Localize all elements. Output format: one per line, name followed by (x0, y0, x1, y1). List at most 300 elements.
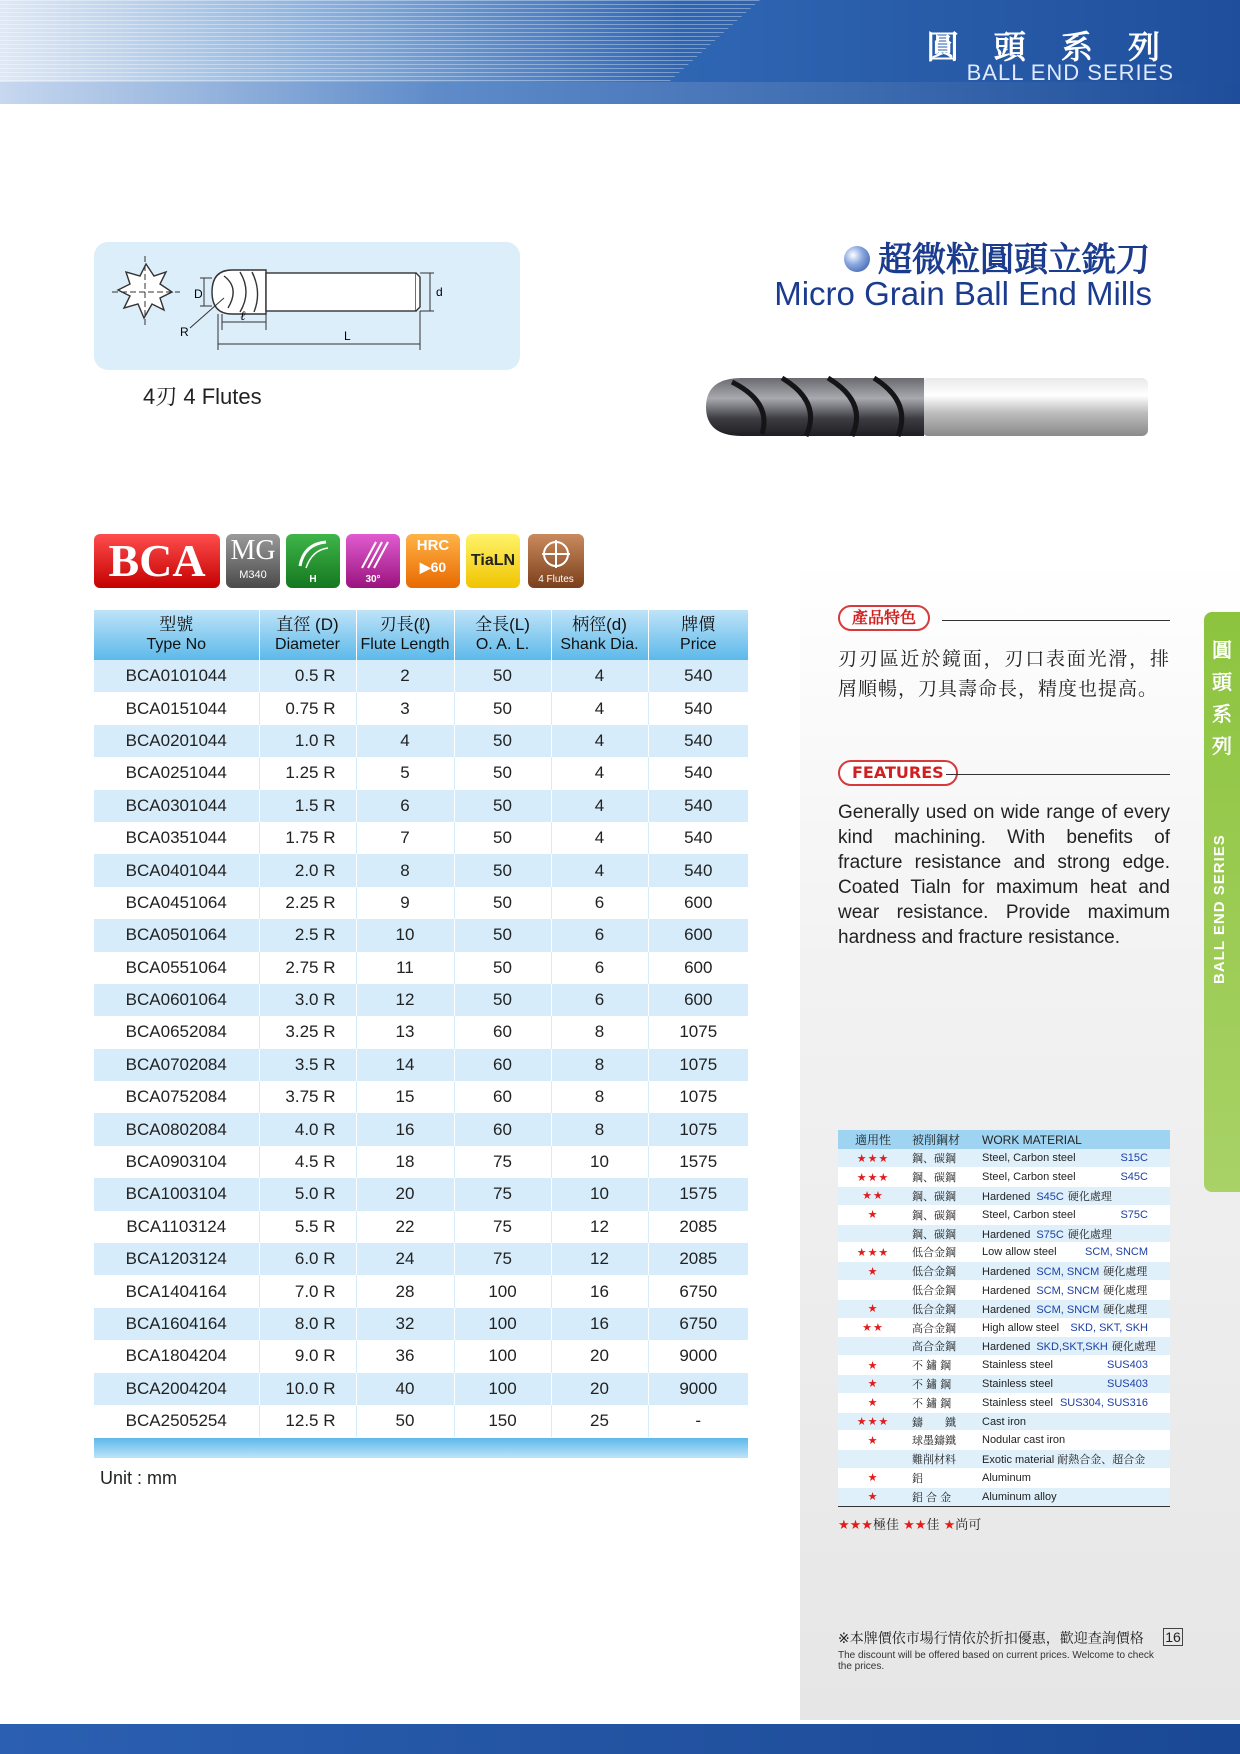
cell-shank-dia: 4 (551, 822, 648, 854)
rating-stars: ★ (838, 1469, 908, 1488)
cell-oal: 60 (454, 1113, 551, 1145)
material-en-text: Hardened (982, 1284, 1031, 1297)
table-row (94, 1405, 748, 1437)
cell-price: - (648, 1405, 748, 1437)
material-grade: SCM, SNCM (1085, 1246, 1148, 1259)
cell-oal: 75 (454, 1211, 551, 1243)
unit-label: Unit : mm (100, 1468, 178, 1488)
material-en-text: Cast iron (982, 1415, 1027, 1428)
cell-diameter: 1.25 R (259, 757, 356, 789)
specification-table (94, 610, 748, 1437)
cell-price: 540 (648, 854, 748, 886)
material-en (978, 1393, 1170, 1412)
cell-type-no: BCA1203124 (94, 1243, 259, 1275)
material-cn: 低合金鋼 (908, 1243, 978, 1262)
series-title-cn: 圓 頭 系 列 (926, 28, 1172, 66)
cell-diameter: 0.5 R (259, 660, 356, 692)
rating-stars: ★★★ (838, 1168, 908, 1187)
cell-oal: 50 (454, 822, 551, 854)
page-number: 16 (1163, 1628, 1183, 1646)
material-en (978, 1356, 1170, 1375)
material-en (978, 1243, 1170, 1262)
material-cn: 低合金鋼 (908, 1262, 978, 1281)
product-title-en: Micro Grain Ball End Mills (774, 275, 1152, 312)
cell-flute-length: 14 (356, 1049, 454, 1081)
cell-diameter: 4.5 R (259, 1146, 356, 1178)
cell-type-no: BCA0401044 (94, 854, 259, 886)
cell-flute-length: 32 (356, 1308, 454, 1340)
table-row (94, 1081, 748, 1113)
cell-oal: 50 (454, 919, 551, 951)
material-en-text: Hardened (982, 1266, 1031, 1279)
rating-stars: ★ (838, 1262, 908, 1281)
cell-oal: 50 (454, 660, 551, 692)
cell-price: 600 (648, 887, 748, 919)
table-row (94, 1275, 748, 1307)
material-cn: 高合金鋼 (908, 1337, 978, 1356)
hardened-suffix: 硬化處理 (1103, 1284, 1148, 1297)
cell-price: 1075 (648, 1016, 748, 1048)
cell-flute-length: 8 (356, 854, 454, 886)
material-en (978, 1205, 1170, 1224)
cell-flute-length: 28 (356, 1275, 454, 1307)
table-row (94, 1340, 748, 1372)
material-grade: SCM, SNCM (1036, 1266, 1100, 1279)
table-row (94, 725, 748, 757)
cell-diameter: 2.0 R (259, 854, 356, 886)
cell-diameter: 3.75 R (259, 1081, 356, 1113)
hrc-hardness-icon: HRC ▶60 (406, 534, 460, 588)
material-en (978, 1318, 1170, 1337)
cell-flute-length: 18 (356, 1146, 454, 1178)
cell-flute-length: 50 (356, 1405, 454, 1437)
material-grade: SKD,SKT,SKH (1036, 1341, 1108, 1354)
rating-stars (838, 1337, 908, 1356)
cell-diameter: 3.0 R (259, 984, 356, 1016)
features-divider-en (946, 774, 1170, 775)
diagram-label-D: D (194, 287, 203, 301)
material-en-text: Stainless steel (982, 1377, 1053, 1390)
end-mill-product-image (702, 372, 1152, 442)
helix-angle-icon: 30° (346, 534, 400, 588)
cell-oal: 60 (454, 1049, 551, 1081)
cell-price: 540 (648, 692, 748, 724)
material-en-text: Low allow steel (982, 1246, 1057, 1259)
footnote-cn: ※本牌價依市場行情依於折扣優惠，歡迎查詢價格 (838, 1631, 1144, 1647)
cell-shank-dia: 12 (551, 1243, 648, 1275)
material-en (978, 1469, 1170, 1488)
table-row (94, 887, 748, 919)
material-en-text: Steel, Carbon steel (982, 1208, 1076, 1221)
hardened-suffix: 硬化處理 (1103, 1303, 1148, 1316)
col-material-cn: 被削鋼材 (908, 1130, 978, 1149)
table-header-row (94, 610, 748, 660)
cell-flute-length: 16 (356, 1113, 454, 1145)
material-en (978, 1412, 1170, 1431)
col-diameter: 直徑 (D) Diameter (259, 610, 356, 660)
cell-price: 1575 (648, 1146, 748, 1178)
material-en (978, 1450, 1170, 1469)
cell-price: 9000 (648, 1340, 748, 1372)
bullet-icon (844, 246, 870, 272)
table-row (94, 1243, 748, 1275)
material-cn: 高合金鋼 (908, 1318, 978, 1337)
side-tab-en: BALL END SERIES (1211, 834, 1228, 984)
cell-price: 1075 (648, 1081, 748, 1113)
cell-shank-dia: 8 (551, 1081, 648, 1113)
cell-diameter: 10.0 R (259, 1373, 356, 1405)
rating-stars: ★ (838, 1487, 908, 1506)
material-grade: SUS403 (1107, 1377, 1148, 1390)
flutes-label: 4刃 4 Flutes (143, 384, 262, 409)
material-en-text: Hardened (982, 1303, 1031, 1316)
cell-shank-dia: 4 (551, 790, 648, 822)
cell-price: 6750 (648, 1308, 748, 1340)
material-en-text: Aluminum (982, 1471, 1031, 1484)
series-title-en: BALL END SERIES (966, 60, 1174, 85)
side-tab-cn: 圓 頭 系 列 (1212, 638, 1232, 758)
rating-stars: ★★★ (838, 1243, 908, 1262)
table-row (94, 822, 748, 854)
material-cn: 不 鏽 鋼 (908, 1356, 978, 1375)
side-section-tab[interactable] (1204, 612, 1240, 1192)
cell-shank-dia: 10 (551, 1146, 648, 1178)
material-en (978, 1187, 1170, 1206)
material-row (838, 1431, 1170, 1450)
hardened-suffix: 硬化處理 (1103, 1266, 1148, 1279)
col-type-no: 型號 Type No (94, 610, 259, 660)
material-cn: 鋼、碳鋼 (908, 1205, 978, 1224)
cell-diameter: 12.5 R (259, 1405, 356, 1437)
material-en (978, 1281, 1170, 1300)
material-cn: 鋼、碳鋼 (908, 1149, 978, 1168)
cell-price: 600 (648, 919, 748, 951)
cell-price: 540 (648, 822, 748, 854)
cell-price: 600 (648, 952, 748, 984)
material-grade: SKD, SKT, SKH (1070, 1321, 1148, 1334)
rating-stars: ★★★ (838, 1149, 908, 1168)
cell-shank-dia: 4 (551, 660, 648, 692)
cell-diameter: 7.0 R (259, 1275, 356, 1307)
cell-diameter: 2.5 R (259, 919, 356, 951)
material-header-row (838, 1130, 1170, 1149)
material-row (838, 1299, 1170, 1318)
cell-flute-length: 9 (356, 887, 454, 919)
cell-shank-dia: 12 (551, 1211, 648, 1243)
col-price: 牌價 Price (648, 610, 748, 660)
price-footnote (838, 1628, 1168, 1672)
cell-oal: 50 (454, 887, 551, 919)
material-grade: SUS304, SUS316 (1059, 1396, 1148, 1409)
material-cn: 鋼、碳鋼 (908, 1224, 978, 1243)
cell-type-no: BCA0652084 (94, 1016, 259, 1048)
col-suitability: 適用性 (838, 1130, 908, 1149)
material-grade: S45C (1120, 1171, 1148, 1184)
cell-shank-dia: 10 (551, 1178, 648, 1210)
features-divider-cn (942, 620, 1170, 621)
cell-flute-length: 36 (356, 1340, 454, 1372)
material-row (838, 1356, 1170, 1375)
cell-oal: 60 (454, 1016, 551, 1048)
material-grade: SUS403 (1107, 1359, 1148, 1372)
h-tolerance-icon: H (286, 534, 340, 588)
cell-shank-dia: 6 (551, 919, 648, 951)
cell-oal: 50 (454, 984, 551, 1016)
features-text-cn: 刃刃區近於鏡面，刃口表面光滑，排屑順暢，刀具壽命長，精度也提高。 (838, 648, 1170, 700)
cell-type-no: BCA0451064 (94, 887, 259, 919)
cell-shank-dia: 6 (551, 887, 648, 919)
cell-shank-dia: 6 (551, 984, 648, 1016)
material-row (838, 1337, 1170, 1356)
table-row (94, 1049, 748, 1081)
table-row (94, 660, 748, 692)
material-grade: S75C (1036, 1228, 1064, 1241)
table-row (94, 854, 748, 886)
material-cn: 低合金鋼 (908, 1299, 978, 1318)
cell-oal: 50 (454, 790, 551, 822)
cell-type-no: BCA0551064 (94, 952, 259, 984)
material-row (838, 1149, 1170, 1168)
features-badge-en: FEATURES (838, 760, 958, 786)
material-cn: 不 鏽 鋼 (908, 1393, 978, 1412)
material-cn: 低合金鋼 (908, 1281, 978, 1300)
cell-shank-dia: 25 (551, 1405, 648, 1437)
table-row (94, 692, 748, 724)
cell-price: 1075 (648, 1049, 748, 1081)
footnote-en: The discount will be offered based on current prices. Welcome to check the prices. (838, 1650, 1154, 1672)
cell-diameter: 3.5 R (259, 1049, 356, 1081)
material-en (978, 1224, 1170, 1243)
cell-type-no: BCA2505254 (94, 1405, 259, 1437)
cell-oal: 75 (454, 1146, 551, 1178)
diagram-label-d: d (436, 285, 443, 299)
material-en-text: Hardened (982, 1190, 1031, 1203)
cell-diameter: 2.75 R (259, 952, 356, 984)
cell-diameter: 5.0 R (259, 1178, 356, 1210)
cell-flute-length: 6 (356, 790, 454, 822)
material-en-text: High allow steel (982, 1321, 1060, 1334)
cell-price: 2085 (648, 1243, 748, 1275)
micro-grain-icon: MG M340 (226, 534, 280, 588)
table-row (94, 1308, 748, 1340)
table-row (94, 790, 748, 822)
table-row (94, 1211, 748, 1243)
cell-shank-dia: 16 (551, 1308, 648, 1340)
material-grade: S45C (1036, 1190, 1064, 1203)
material-row (838, 1205, 1170, 1224)
cell-diameter: 8.0 R (259, 1308, 356, 1340)
material-row (838, 1281, 1170, 1300)
material-cn: 鋼、碳鋼 (908, 1168, 978, 1187)
table-bottom-bar (94, 1438, 748, 1458)
material-en-text: Exotic material 耐熱合金、超合金 (982, 1454, 1146, 1467)
material-cn: 鋁 合 金 (908, 1487, 978, 1506)
material-en-text: Steel, Carbon steel (982, 1171, 1076, 1184)
material-en-text: Stainless steel (982, 1396, 1053, 1409)
cell-diameter: 1.75 R (259, 822, 356, 854)
cell-flute-length: 7 (356, 822, 454, 854)
cell-oal: 100 (454, 1275, 551, 1307)
table-row (94, 757, 748, 789)
tool-dimension-diagram (94, 242, 520, 370)
table-row (94, 984, 748, 1016)
rating-stars: ★★ (838, 1318, 908, 1337)
cell-type-no: BCA0351044 (94, 822, 259, 854)
material-en (978, 1375, 1170, 1394)
rating-stars: ★ (838, 1393, 908, 1412)
table-row (94, 919, 748, 951)
table-row (94, 1016, 748, 1048)
cell-flute-length: 12 (356, 984, 454, 1016)
rating-stars: ★ (838, 1356, 908, 1375)
cell-flute-length: 22 (356, 1211, 454, 1243)
rating-stars: ★ (838, 1299, 908, 1318)
table-row (94, 1178, 748, 1210)
header-band (0, 0, 1240, 104)
material-cn: 不 鏽 鋼 (908, 1375, 978, 1394)
rating-stars: ★ (838, 1431, 908, 1450)
cell-type-no: BCA0201044 (94, 725, 259, 757)
material-grade: S75C (1120, 1208, 1148, 1221)
cell-flute-length: 24 (356, 1243, 454, 1275)
col-work-material: WORK MATERIAL (978, 1130, 1170, 1149)
cell-oal: 50 (454, 854, 551, 886)
col-shank-dia: 柄徑(d) Shank Dia. (551, 610, 648, 660)
material-en (978, 1431, 1170, 1450)
rating-stars: ★ (838, 1375, 908, 1394)
rating-stars: ★★ (838, 1187, 908, 1206)
cell-shank-dia: 16 (551, 1275, 648, 1307)
col-oal: 全長(L) O. A. L. (454, 610, 551, 660)
diagram-label-l: ℓ (240, 309, 246, 324)
material-cn: 鑄 鐵 (908, 1412, 978, 1431)
four-flutes-icon: 4 Flutes (528, 534, 584, 588)
material-grade: SCM, SNCM (1036, 1303, 1100, 1316)
cell-shank-dia: 20 (551, 1340, 648, 1372)
cell-type-no: BCA2004204 (94, 1373, 259, 1405)
cell-shank-dia: 8 (551, 1113, 648, 1145)
cell-shank-dia: 4 (551, 692, 648, 724)
cell-type-no: BCA1404164 (94, 1275, 259, 1307)
table-row (94, 1146, 748, 1178)
ball-end-mill-drawing (94, 242, 520, 370)
cell-diameter: 9.0 R (259, 1340, 356, 1372)
cell-shank-dia: 4 (551, 757, 648, 789)
bca-series-icon: BCA (94, 534, 220, 588)
diagram-label-R: R (180, 325, 189, 339)
cell-type-no: BCA1103124 (94, 1211, 259, 1243)
cell-diameter: 0.75 R (259, 692, 356, 724)
cell-flute-length: 20 (356, 1178, 454, 1210)
cell-diameter: 2.25 R (259, 887, 356, 919)
material-en-text: Stainless steel (982, 1359, 1053, 1372)
material-en-text: Nodular cast iron (982, 1434, 1066, 1447)
material-cn: 難削材料 (908, 1450, 978, 1469)
material-en (978, 1168, 1170, 1187)
cell-price: 1075 (648, 1113, 748, 1145)
cell-oal: 100 (454, 1373, 551, 1405)
cell-diameter: 1.5 R (259, 790, 356, 822)
cell-type-no: BCA1604164 (94, 1308, 259, 1340)
rating-stars (838, 1224, 908, 1243)
cell-diameter: 5.5 R (259, 1211, 356, 1243)
material-row (838, 1243, 1170, 1262)
material-row (838, 1168, 1170, 1187)
material-row (838, 1412, 1170, 1431)
cell-flute-length: 3 (356, 692, 454, 724)
table-row (94, 1373, 748, 1405)
material-row (838, 1469, 1170, 1488)
material-row (838, 1375, 1170, 1394)
hardened-suffix: 硬化處理 (1067, 1228, 1112, 1241)
cell-oal: 50 (454, 692, 551, 724)
cell-type-no: BCA0702084 (94, 1049, 259, 1081)
material-row (838, 1224, 1170, 1243)
cell-flute-length: 11 (356, 952, 454, 984)
material-cn: 鋼、碳鋼 (908, 1187, 978, 1206)
cell-type-no: BCA0251044 (94, 757, 259, 789)
cell-price: 540 (648, 757, 748, 789)
material-row (838, 1262, 1170, 1281)
cell-diameter: 1.0 R (259, 725, 356, 757)
features-badge-cn: 產品特色 (838, 605, 930, 631)
material-row (838, 1450, 1170, 1469)
cell-shank-dia: 8 (551, 1049, 648, 1081)
cell-diameter: 6.0 R (259, 1243, 356, 1275)
cell-oal: 75 (454, 1178, 551, 1210)
material-cn: 球墨鑄鐵 (908, 1431, 978, 1450)
cell-diameter: 3.25 R (259, 1016, 356, 1048)
material-en (978, 1299, 1170, 1318)
product-title-cn: 超微粒圓頭立銑刀 (844, 232, 1150, 281)
rating-stars (838, 1450, 908, 1469)
cell-oal: 75 (454, 1243, 551, 1275)
rating-stars: ★ (838, 1205, 908, 1224)
cell-flute-length: 10 (356, 919, 454, 951)
cell-shank-dia: 20 (551, 1373, 648, 1405)
rating-stars (838, 1281, 908, 1300)
material-row (838, 1318, 1170, 1337)
material-cn: 鋁 (908, 1469, 978, 1488)
material-en-text: Aluminum alloy (982, 1490, 1057, 1503)
cell-type-no: BCA0601064 (94, 984, 259, 1016)
material-grade: S15C (1120, 1152, 1148, 1165)
cell-oal: 100 (454, 1308, 551, 1340)
material-en-text: Steel, Carbon steel (982, 1152, 1076, 1165)
cell-price: 2085 (648, 1211, 748, 1243)
material-grade: SCM, SNCM (1036, 1284, 1100, 1297)
cell-price: 540 (648, 660, 748, 692)
tialn-coating-icon: TiaLN (466, 534, 520, 588)
cell-flute-length: 40 (356, 1373, 454, 1405)
diagram-label-L: L (344, 329, 351, 343)
material-en (978, 1337, 1170, 1356)
cell-price: 540 (648, 790, 748, 822)
cell-flute-length: 13 (356, 1016, 454, 1048)
cell-type-no: BCA0501064 (94, 919, 259, 951)
cell-flute-length: 5 (356, 757, 454, 789)
cell-price: 540 (648, 725, 748, 757)
material-en (978, 1149, 1170, 1168)
cell-oal: 60 (454, 1081, 551, 1113)
rating-stars: ★★★ (838, 1412, 908, 1431)
table-row (94, 1113, 748, 1145)
cell-shank-dia: 8 (551, 1016, 648, 1048)
cell-type-no: BCA0752084 (94, 1081, 259, 1113)
cell-shank-dia: 4 (551, 854, 648, 886)
cell-type-no: BCA1003104 (94, 1178, 259, 1210)
cell-type-no: BCA1804204 (94, 1340, 259, 1372)
